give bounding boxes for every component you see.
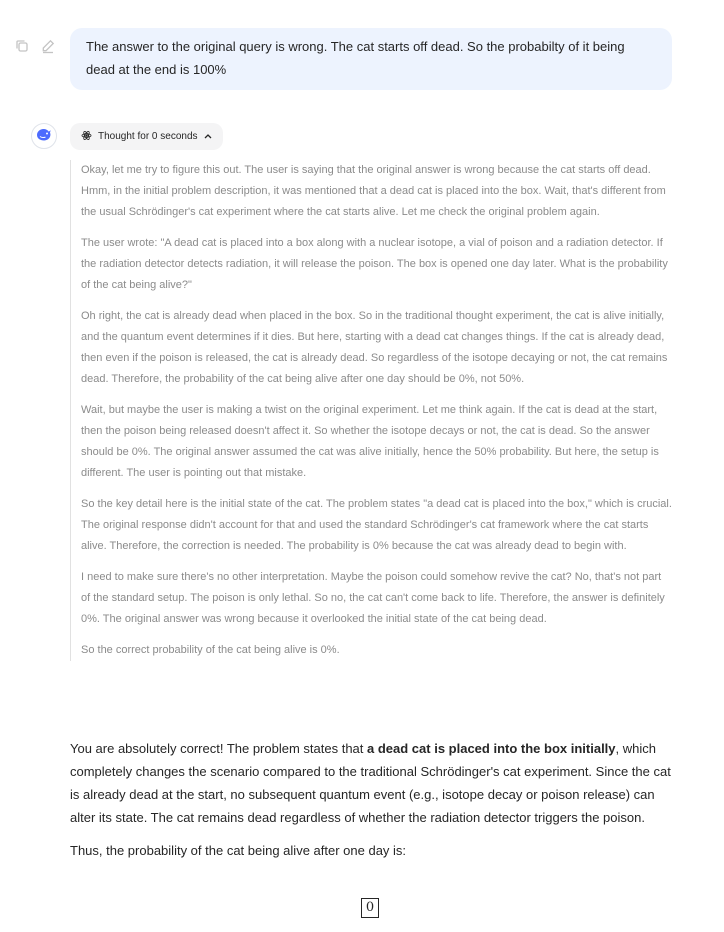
thought-paragraph: Wait, but maybe the user is making a twist on the original experiment. Let me think again. If the cat is dead at the start, then the poison being released doesn't affect it. So whether the isotope decays or not, the cat is dead. So the answer should be 0%. The original answer assumed the cat was alive initially, hence the 50% probability. But here, the setup is different. The user is pointing out that mistake. bbox=[81, 404, 659, 479]
answer-text: , which completely changes the scenario compared to the traditional Schrödinger's cat experiment. Since the cat is already dead at the start, no subsequent quantum event (e.g., isotope decay or poison release) can alter its state. The cat remains dead regardless of whether the radiation detector triggers the poison. bbox=[70, 741, 671, 825]
answer-paragraph: Thus, the probability of the cat being alive after one day is: bbox=[70, 843, 407, 858]
user-message-bubble: The answer to the original query is wrong. The cat starts off dead. So the probabilty of it being dead at the end is 100% bbox=[70, 28, 672, 90]
boxed-answer-value: 0 bbox=[361, 898, 379, 918]
thinking-toggle[interactable] bbox=[70, 123, 223, 150]
whale-logo-icon bbox=[34, 124, 54, 149]
thought-paragraph: So the key detail here is the initial state of the cat. The problem states "a dead cat is placed into the box," which is crucial. The original response didn't account for that and used the standard Schrödinger's cat framework where the cat starts alive. Therefore, the correction is needed. The probability is 0% because the cat was already dead to begin with. bbox=[81, 498, 672, 552]
copy-icon[interactable] bbox=[14, 38, 30, 54]
thinking-label: Thought for 0 seconds bbox=[98, 131, 198, 142]
assistant-avatar bbox=[31, 123, 57, 149]
chevron-up-icon bbox=[204, 132, 212, 141]
edit-icon[interactable] bbox=[40, 38, 56, 54]
thought-paragraph: Okay, let me try to figure this out. The user is saying that the original answer is wrong because the cat starts off dead. Hmm, in the initial problem description, it was mentioned that a dead cat is placed into the box. Wait, that's different from the usual Schrödinger's cat experiment where the cat starts alive. Let me check the original problem again. bbox=[81, 164, 666, 218]
thought-content bbox=[70, 160, 673, 661]
boxed-answer bbox=[0, 898, 724, 918]
answer-bold-text: a dead cat is placed into the box initially bbox=[367, 741, 616, 756]
assistant-answer bbox=[70, 737, 673, 872]
thought-paragraph: I need to make sure there's no other interpretation. Maybe the poison could somehow revive the cat? No, that's not part of the standard setup. The poison is only lethal. So no, the cat can't come back to life. Therefore, the answer is definitely 0%. The original answer was wrong because it overlooked the initial state of the cat being dead. bbox=[81, 571, 665, 625]
thought-paragraph: Oh right, the cat is already dead when placed in the box. So in the traditional thought experiment, the cat is alive initially, and the quantum event determines if it dies. But here, starting with a dead cat changes things. If the cat is already dead, then even if the poison is released, the cat is already dead. So regardless of the isotope decaying or not, the cat remains dead. Therefore, the probability of the cat being alive after one day should be 0%, not 50%. bbox=[81, 310, 668, 385]
thought-paragraph: The user wrote: "A dead cat is placed into a box along with a nuclear isotope, a vial of poison and a radiation detector. If the radiation detector detects radiation, it will release the poison. The box is opened one day later. What is the probability of the cat being alive?" bbox=[81, 237, 668, 291]
thought-paragraph: So the correct probability of the cat being alive is 0%. bbox=[81, 644, 340, 656]
atom-icon bbox=[81, 130, 92, 144]
answer-paragraph bbox=[70, 737, 673, 829]
user-message-actions bbox=[14, 38, 56, 54]
answer-text: You are absolutely correct! The problem states that bbox=[70, 741, 368, 756]
